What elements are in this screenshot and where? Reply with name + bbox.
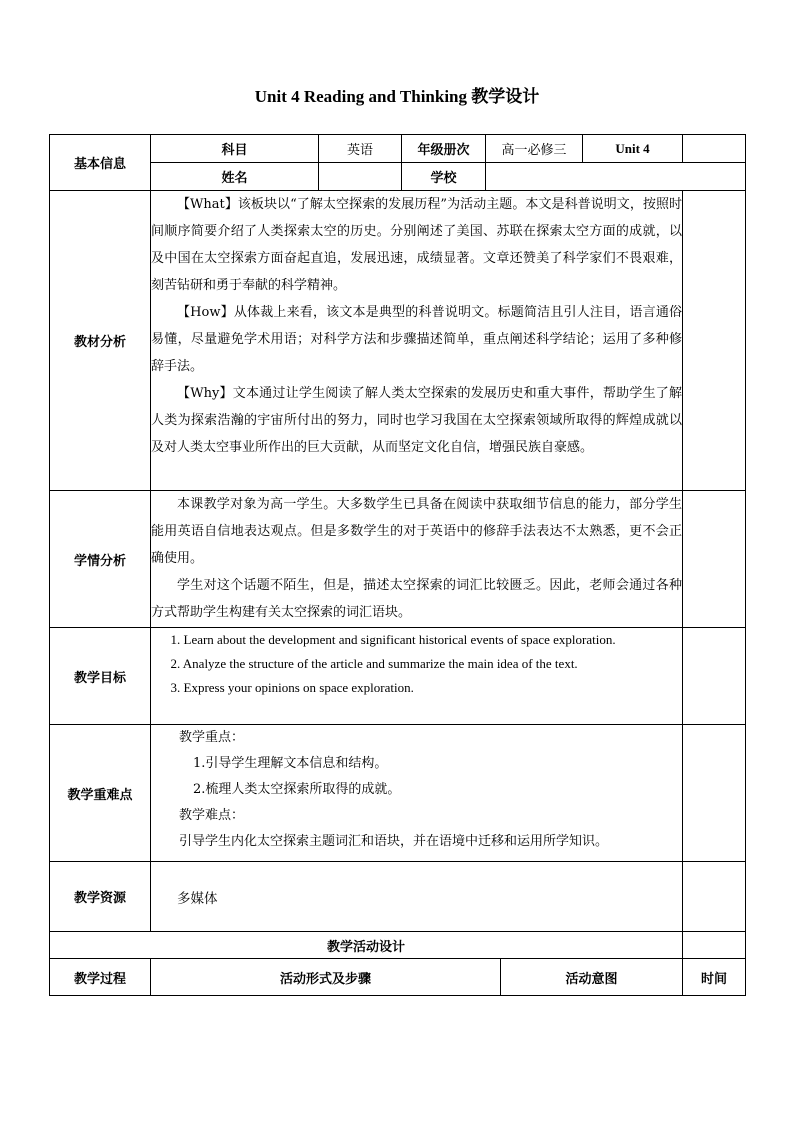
basic-info-label: 基本信息 xyxy=(50,135,151,191)
name-label: 姓名 xyxy=(151,163,319,191)
difficulty-text: 引导学生内化太空探索主题词汇和语块，并在语境中迁移和运用所学知识。 xyxy=(179,834,609,849)
blank-cell xyxy=(683,932,746,959)
lesson-plan-table xyxy=(49,134,746,996)
subject-value: 英语 xyxy=(319,135,402,163)
school-value xyxy=(486,163,746,191)
column-steps: 活动形式及步骤 xyxy=(151,959,501,996)
objective-item-1: 1. Learn about the development and significant historical events of space exploration. xyxy=(170,632,616,647)
column-process: 教学过程 xyxy=(50,959,151,996)
material-what-paragraph: 【What】该板块以“了解太空探索的发展历程”为活动主题。本文是科普说明文，按照时间顺序简要介绍了人类探索太空的历史。分别阐述了美国、苏联在探索太空方面的成就，以及中国在太空探索方面奋起直追，发展迅速，成绩显著。文章还赞美了科学家们不畏艰难，刻苦钻研和勇于奉献的科学精神。 xyxy=(151,197,683,293)
name-value xyxy=(319,163,402,191)
focus-heading: 教学重点： xyxy=(179,730,245,745)
objectives-label: 教学目标 xyxy=(50,628,151,725)
student-paragraph-2: 学生对这个话题不陌生，但是，描述太空探索的词汇比较匮乏。因此，老师会通过各种方式帮助学生构建有关太空探索的词汇语块。 xyxy=(151,578,683,620)
material-analysis-label: 教材分析 xyxy=(50,191,151,491)
key-points-label: 教学重难点 xyxy=(50,725,151,862)
blank-cell xyxy=(683,725,746,862)
blank-cell xyxy=(683,628,746,725)
grade-value: 高一必修三 xyxy=(486,135,583,163)
focus-item-1: 1.引导学生理解文本信息和结构。 xyxy=(193,756,388,771)
subject-label: 科目 xyxy=(151,135,319,163)
school-label: 学校 xyxy=(402,163,486,191)
grade-label: 年级册次 xyxy=(402,135,486,163)
material-analysis-content xyxy=(151,191,683,491)
blank-cell xyxy=(683,862,746,932)
material-how-paragraph: 【How】从体裁上来看，该文本是典型的科普说明文。标题简洁且引人注目，语言通俗易懂，尽量避免学术用语；对科学方法和步骤描述简单，重点阐述科学结论；运用了多种修辞手法。 xyxy=(151,305,683,374)
student-analysis-content xyxy=(151,491,683,628)
blank-cell xyxy=(683,135,746,163)
column-time: 时间 xyxy=(683,959,746,996)
key-points-content xyxy=(151,725,683,862)
student-analysis-label: 学情分析 xyxy=(50,491,151,628)
student-paragraph-1: 本课教学对象为高一学生。大多数学生已具备在阅读中获取细节信息的能力，部分学生能用英语自信地表达观点。但是多数学生的对于英语中的修辞手法表达不太熟悉，更不会正确使用。 xyxy=(151,497,683,566)
blank-cell xyxy=(683,491,746,628)
material-why-paragraph: 【Why】文本通过让学生阅读了解人类太空探索的发展历史和重大事件，帮助学生了解人类为探索浩瀚的宇宙所付出的努力，同时也学习我国在太空探索领域所取得的辉煌成就以及对人类太空事业所作出的巨大贡献，从而坚定文化自信，增强民族自豪感。 xyxy=(151,386,683,455)
difficulty-heading: 教学难点： xyxy=(179,808,245,823)
blank-cell xyxy=(683,191,746,491)
objectives-content xyxy=(151,628,683,725)
unit-value: Unit 4 xyxy=(583,135,683,163)
column-intent: 活动意图 xyxy=(501,959,683,996)
resources-label: 教学资源 xyxy=(50,862,151,932)
objective-item-2: 2. Analyze the structure of the article and summarize the main idea of the text. xyxy=(170,656,578,671)
resources-value: 多媒体 xyxy=(151,862,683,932)
objective-item-3: 3. Express your opinions on space exploration. xyxy=(170,680,414,695)
activity-design-heading: 教学活动设计 xyxy=(50,932,683,959)
focus-item-2: 2.梳理人类太空探索所取得的成就。 xyxy=(193,782,401,797)
document-title: Unit 4 Reading and Thinking 教学设计 xyxy=(254,87,540,106)
